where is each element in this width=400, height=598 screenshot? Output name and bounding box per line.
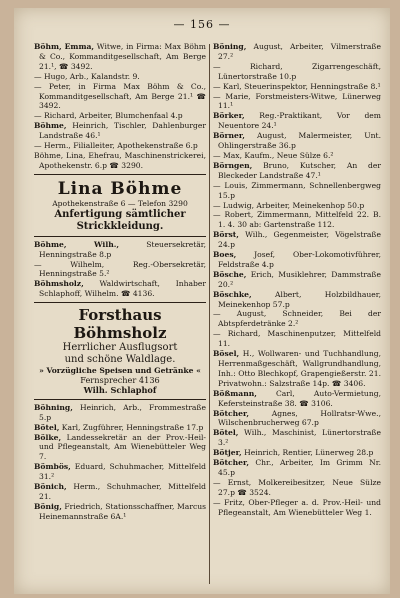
entry-text: Chr., Arbeiter, Im Grimm Nr. 45.p: [218, 458, 381, 477]
entry-text: Erich, Musiklehrer, Dammstraße 20.²: [218, 269, 381, 289]
directory-entry: [34, 482, 206, 502]
directory-entry: [34, 151, 206, 171]
entry-text: Heinrich, Rentier, Lünerweg 28.p: [241, 448, 374, 458]
ad2-title: Forsthaus Böhmsholz: [73, 306, 167, 343]
directory-entry: [213, 458, 381, 478]
entry-name: Böning,: [213, 42, 247, 51]
directory-entry: [213, 349, 381, 389]
entry-name: Bötcher,: [213, 458, 250, 468]
directory-entry: [213, 111, 381, 131]
entry-text: — Richard, Zigarrengeschäft, Lünertorstraße 10.p: [213, 61, 381, 81]
directory-entry: [213, 428, 381, 448]
directory-entry: [213, 389, 381, 409]
directory-entry: [34, 82, 206, 112]
directory-entry: [213, 230, 381, 250]
entry-text: H., Wollwaren- und Tuchhandlung, Herrenmaßgeschäft, Wallgrundhandlung, Inh.: Otto Blechkopf, Grapengießerstr. 21. Privatwohn.: Salzstraße 14p. ☎ 3406.: [218, 349, 381, 388]
entry-name: Bönig,: [34, 501, 62, 511]
ad-line-2: Strickkleidung.: [76, 220, 164, 232]
directory-entry: [213, 92, 381, 112]
directory-entry: [213, 309, 381, 329]
directory-page: [14, 8, 390, 594]
entry-text: Bruno, Kutscher, An der Bleckeder Landstraße 47.¹: [218, 160, 381, 180]
directory-entry: [213, 250, 381, 270]
entry-text: — Ernst, Molkereibesitzer, Neue Sülze 27.p ☎ 3524.: [213, 477, 381, 497]
entry-name: Böhme, Wilh.,: [34, 239, 120, 249]
entry-text: — Karl, Steuerinspektor, Henningstraße 8.¹: [213, 81, 381, 91]
entry-text: Wilh., Maschinist, Lünertorstraße 3.²: [218, 428, 381, 448]
entry-text: Landessekretär an der Prov.-Heil- und Pflegeanstalt, Am Wienebütteler Weg 7.: [39, 432, 206, 462]
directory-entry: [213, 161, 381, 181]
directory-entry: [34, 433, 206, 463]
directory-entry: [213, 62, 381, 82]
entry-text: Karl, Zugführer, Henningstraße 17.p: [59, 422, 204, 432]
entry-text: — Herm., Filialleiter, Apothekenstraße 6.p: [34, 141, 198, 151]
entry-name: Bömbös,: [34, 462, 71, 472]
directory-entry: [34, 260, 206, 280]
ad2-line-1: Herrlicher Ausflugsort: [62, 342, 178, 354]
ad2-divider-bottom: [34, 399, 206, 400]
ad2-divider-top: [34, 302, 206, 303]
ad-title: Lina Böhme: [57, 178, 183, 199]
entry-name: Börker,: [213, 111, 245, 121]
entry-text: Böhme, Lina, Ehefrau, Maschinenstrickerei, Apothekenstr. 6.p ☎ 3290.: [34, 150, 206, 170]
directory-entry: [34, 72, 206, 82]
directory-entry: [34, 279, 206, 299]
entry-text: — Louis, Zimmermann, Schnellenbergweg 15.p: [213, 180, 381, 200]
entry-text: Josef, Ober-Lokomotivführer, Feldstraße 4.p: [218, 250, 381, 269]
entry-text: Friedrich, Stationsschaffner, Marcus Heinemannstraße 6A.¹: [39, 501, 206, 521]
directory-entry: [34, 121, 206, 141]
left-column: [34, 42, 206, 586]
directory-entry: [34, 240, 206, 260]
directory-entry: [213, 181, 381, 201]
entry-text: Heinrich, Tischler, Dahlenburger Landstraße 46.¹: [39, 121, 206, 141]
entry-name: Bötel,: [213, 428, 239, 438]
entry-name: Bötel,: [34, 422, 60, 432]
entry-name: Böhning,: [34, 402, 73, 412]
entry-name: Boes,: [213, 250, 237, 260]
entry-name: Böhmsholz,: [34, 279, 84, 289]
entry-name: Böhm, Emma,: [34, 42, 95, 51]
directory-entry: [213, 270, 381, 290]
ad-lina-boehme: [34, 179, 206, 233]
entry-name: Börner,: [213, 131, 245, 141]
entry-text: Wilh., Gegenmeister, Vögelstraße 24.p: [218, 230, 381, 250]
entry-text: — Wilhelm, Reg.-Obersekretär, Henningstraße 5.²: [34, 259, 206, 279]
entry-text: — Richard, Arbeiter, Blumchenfaal 4.p: [34, 111, 183, 121]
column-divider: [209, 44, 210, 584]
entry-name: Bößmann,: [213, 388, 257, 398]
entry-text: Agnes, Hollratsr-Wwe., Wilschenbrucherweg 67.p: [218, 408, 381, 428]
entry-text: — Peter, in Firma Max Böhm & Co., Kommanditgesellschaft, Am Berge 21.¹ ☎ 3492.: [34, 81, 206, 111]
directory-entry: [213, 131, 381, 151]
directory-entry: [213, 478, 381, 498]
entry-text: Reg.-Praktikant, Vor dem Neuentore 24.¹: [218, 111, 381, 131]
directory-entry: [213, 42, 381, 62]
directory-entry: [213, 210, 381, 230]
entry-name: Bötcher,: [213, 408, 250, 418]
ad-divider-bottom: [34, 236, 206, 237]
entry-text: — Richard, Maschinenputzer, Mittelfeld 11.: [213, 329, 381, 349]
entry-text: — Max, Kaufm., Neue Sülze 6.²: [213, 150, 334, 160]
right-column: [213, 42, 381, 586]
directory-entry: [213, 329, 381, 349]
entry-text: — Ludwig, Arbeiter, Meinekenhop 50.p: [213, 200, 365, 210]
entry-text: Witwe, in Firma: Max Böhm & Co., Kommanditgesellschaft, Am Berge 21.¹, ☎ 3492.: [39, 42, 206, 71]
directory-entry: [213, 498, 381, 518]
entry-text: — Fritz, Ober-Pfleger a. d. Prov.-Heil- und Pflegeanstalt, Am Wienebütteler Weg 1.: [213, 497, 381, 517]
ad-forsthaus: [34, 306, 206, 396]
entry-text: Carl, Auto-Vermietung, Kefersteinstraße 38. ☎ 3106.: [218, 388, 381, 408]
entry-text: Albert, Holzbildhauer, Meinekenhop 57.p: [218, 289, 381, 309]
entry-text: — Marie, Forstmeisters-Witwe, Lünerweg 11.¹: [213, 91, 381, 111]
entry-text: Herm., Schuhmacher, Mittelfeld 21.: [39, 482, 206, 501]
entry-name: Bölke,: [34, 432, 62, 442]
entry-name: Bösche,: [213, 269, 247, 279]
entry-text: Eduard, Schuhmacher, Mittelfeld 31.²: [39, 462, 206, 482]
directory-entry: [213, 448, 381, 458]
directory-entry: [213, 409, 381, 429]
entry-text: — Robert, Zimmermann, Mittelfeld 22. B. 1. 4. 30 ab: Gartenstraße 112.: [213, 210, 381, 230]
entry-name: Bösel,: [213, 349, 240, 359]
entry-text: Waldwirtschaft, Inhaber Schlaphoff, Wilhelm. ☎ 4136.: [39, 279, 206, 299]
ad2-phone: Fernsprecher 4136: [80, 375, 160, 386]
directory-entry: [34, 462, 206, 482]
ad2-line-3: » Vorzügliche Speisen und Getränke «: [39, 366, 201, 376]
directory-entry: [213, 290, 381, 310]
directory-entry: [34, 42, 206, 72]
page-number: — 156 —: [173, 18, 231, 31]
ad-divider-top: [34, 174, 206, 175]
ad-line-1: Anfertigung sämtlicher: [54, 208, 186, 220]
entry-name: Börngen,: [213, 160, 253, 170]
entry-name: Börst,: [213, 230, 239, 240]
entry-text: Steuersekretär, Henningstraße 8.p: [39, 239, 206, 259]
directory-entry: [34, 403, 206, 423]
entry-name: Bötjer,: [213, 448, 242, 458]
directory-entry: [34, 423, 206, 433]
entry-text: — Hugo, Arb., Kalandstr. 9.: [34, 71, 140, 81]
ad2-line-2: und schöne Waldlage.: [64, 354, 176, 366]
directory-entry: [34, 141, 206, 151]
ad-address: Apothekenstraße 6 — Telefon 3290: [52, 198, 188, 208]
directory-entry: [213, 82, 381, 92]
directory-entry: [34, 111, 206, 121]
entry-text: Heinrich, Arb., Frommestraße 5.p: [39, 402, 206, 422]
directory-entry: [34, 502, 206, 522]
entry-name: Böschke,: [213, 289, 252, 299]
entry-text: — August, Schneider, Bei der Abtspferdetränke 2.²: [213, 309, 381, 329]
entry-name: Bönich,: [34, 482, 67, 492]
entry-name: Böhme,: [34, 121, 67, 131]
directory-entry: [213, 151, 381, 161]
ad2-owner: Wilh. Schlaphof: [83, 384, 157, 395]
entry-text: August, Arbeiter, Vilmerstraße 27.²: [218, 42, 381, 61]
directory-entry: [213, 201, 381, 211]
entry-text: August, Malermeister, Unt. Ohlingerstraße 36.p: [218, 131, 381, 151]
